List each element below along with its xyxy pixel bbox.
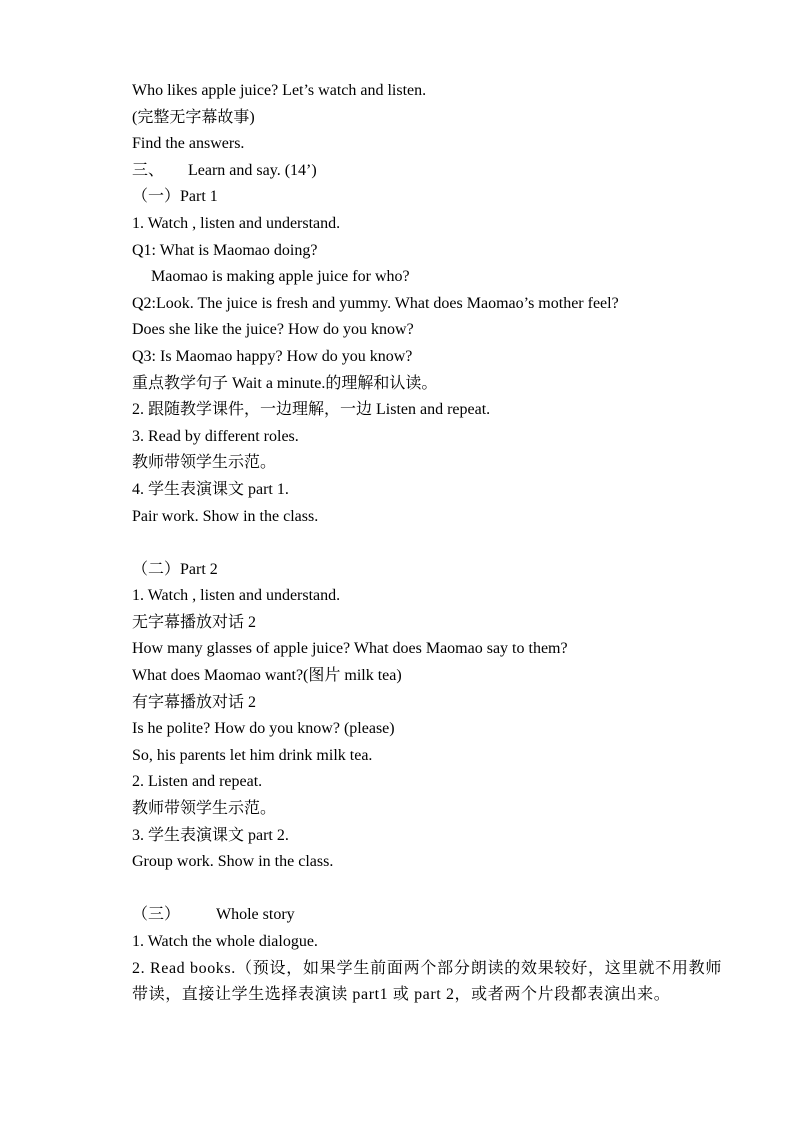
text-line: Maomao is making apple juice for who? xyxy=(151,268,410,286)
subsection-heading: （二）Part 2 xyxy=(132,560,218,578)
text-line: Pair work. Show in the class. xyxy=(132,507,319,525)
text-line: (完整无字幕故事) xyxy=(132,108,255,126)
text-line: Find the answers. xyxy=(132,135,245,153)
text-line: 1. Watch , listen and understand. xyxy=(132,214,341,232)
subsection-title: Whole story xyxy=(216,906,295,924)
text-line: 教师带领学生示范。 xyxy=(132,800,277,818)
text-line: 2. Listen and repeat. xyxy=(132,773,263,791)
text-line: 2. 跟随教学课件，一边理解，一边 Listen and repeat. xyxy=(132,401,491,419)
text-line: 有字幕播放对话 2 xyxy=(132,693,257,711)
text-line: 1. Watch the whole dialogue. xyxy=(132,933,318,950)
text-line: 教师带领学生示范。 xyxy=(132,454,277,472)
text-line: 3. Read by different roles. xyxy=(132,427,299,445)
section-title: Learn and say. (14’) xyxy=(188,161,317,179)
text-line: 重点教学句子 Wait a minute.的理解和认读。 xyxy=(132,374,438,392)
blank-line xyxy=(132,876,722,903)
text-line: Q3: Is Maomao happy? How do you know? xyxy=(132,347,413,365)
subsection-number: （三） xyxy=(132,906,181,924)
text-line: 无字幕播放对话 2 xyxy=(132,613,257,631)
subsection-heading: （一）Part 1 xyxy=(132,188,218,206)
text-line: Does she like the juice? How do you know? xyxy=(132,321,414,339)
subsection-heading xyxy=(132,902,722,929)
text-line: 1. Watch , listen and understand. xyxy=(132,587,341,605)
text-line: 3. 学生表演课文 part 2. xyxy=(132,826,289,844)
text-line: Q2:Look. The juice is fresh and yummy. What does Maomao’s mother feel? xyxy=(132,294,619,312)
text-line: Group work. Show in the class. xyxy=(132,853,334,871)
text-line: 4. 学生表演课文 part 1. xyxy=(132,480,289,498)
document-body xyxy=(132,78,722,1009)
blank-line xyxy=(132,530,722,557)
text-line: Q1: What is Maomao doing? xyxy=(132,241,318,259)
text-line: How many glasses of apple juice? What does Maomao say to them? xyxy=(132,640,568,658)
text-line: What does Maomao want?(图片 milk tea) xyxy=(132,667,402,685)
text-line: Who likes apple juice? Let’s watch and listen. xyxy=(132,82,427,99)
section-number: 三、 xyxy=(132,161,165,179)
text-line: Is he polite? How do you know? (please) xyxy=(132,720,395,738)
text-paragraph: 2. Read books.（预设，如果学生前面两个部分朗读的效果较好，这里就不用教师带读，直接让学生选择表演读 part1 或 part 2，或者两个片段都表演出来。 xyxy=(132,959,722,1004)
section-heading-3 xyxy=(132,158,722,185)
text-line: So, his parents let him drink milk tea. xyxy=(132,746,373,764)
